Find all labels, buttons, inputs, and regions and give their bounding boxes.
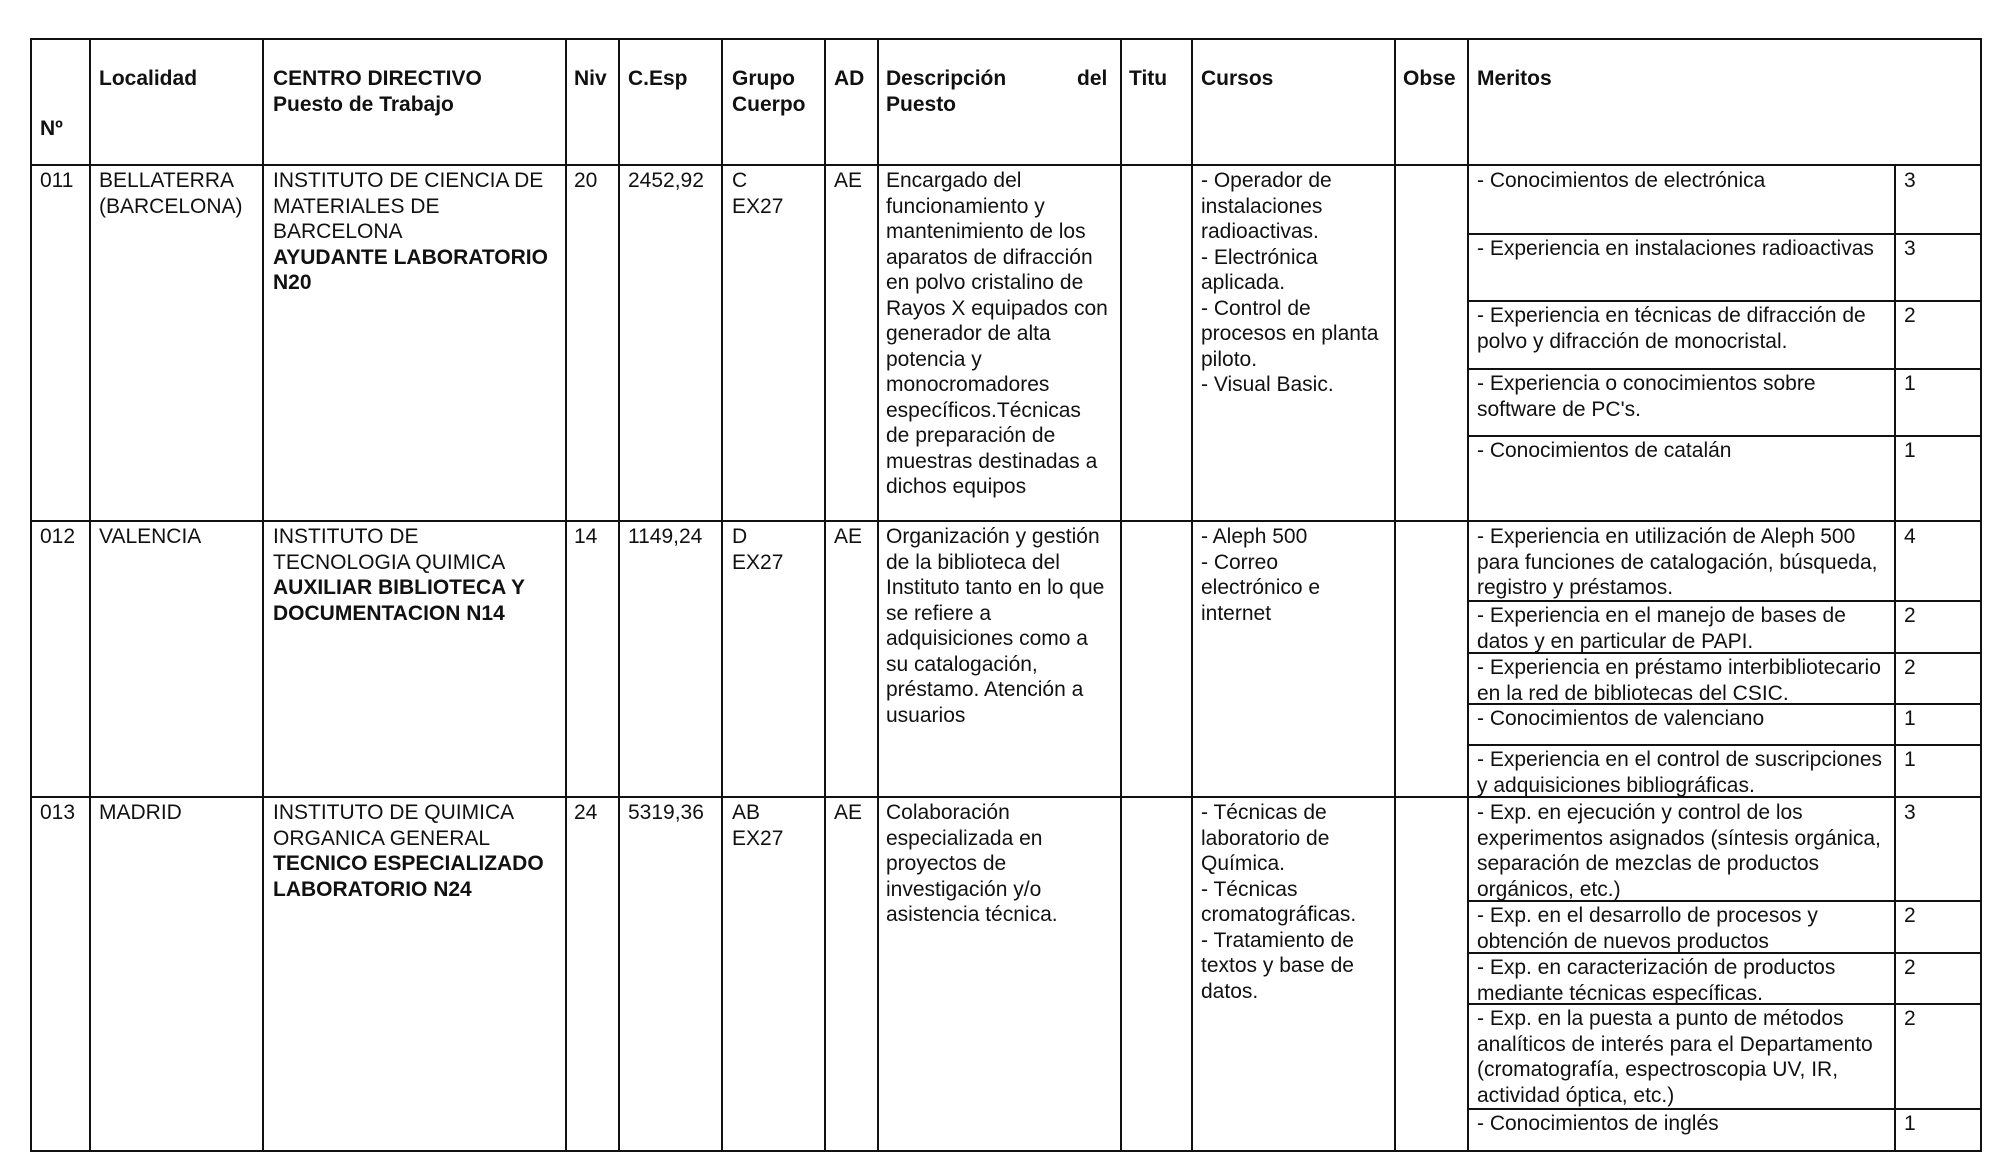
row-localidad: VALENCIA [99, 525, 202, 548]
row-ad: AE [834, 525, 863, 548]
row-centro-cell [273, 168, 548, 296]
row-cesp: 2452,92 [628, 169, 704, 192]
merito-text: - Experiencia en utilización de Aleph 500 para funciones de catalogación, búsqueda, registro y préstamos. [1477, 525, 1878, 599]
header-cesp: C.Esp [628, 67, 688, 90]
header-niv: Niv [574, 67, 607, 90]
merito-text: - Experiencia en técnicas de difracción de polvo y difracción de monocristal. [1477, 304, 1866, 353]
row-puesto: AYUDANTE LABORATORIO N20 [273, 245, 548, 294]
row-descripcion: Encargado del funcionamiento y mantenimiento de los aparatos de difracción en polvo cristalino de Rayos X equipados con generador de alta potencia y monocromadores específicos.Técnicas de preparación de muestras destinadas a dichos equipos [886, 169, 1108, 498]
header-num: Nº [40, 117, 63, 140]
merito-text: - Conocimientos de inglés [1477, 1112, 1719, 1135]
header-titu: Titu [1129, 67, 1168, 90]
col-line-cesp [618, 38, 620, 1152]
col-line-localidad [89, 38, 91, 1152]
merito-divider [1467, 233, 1982, 235]
row-centro-cell [273, 524, 525, 626]
header-desc-left: Descripción [886, 67, 1007, 90]
row-cursos: - Operador de instalaciones radioactivas. - Electrónica aplicada. - Control de procesos en planta piloto. - Visual Basic. [1201, 169, 1379, 396]
table-border-top [30, 38, 1982, 40]
table-border-bottom [30, 1150, 1982, 1152]
merito-text: - Conocimientos de valenciano [1477, 707, 1765, 730]
header-desc-right: del [1077, 67, 1108, 90]
merito-text: - Exp. en el desarrollo de procesos y obtención de nuevos productos [1477, 904, 1818, 953]
merito-score: 4 [1904, 525, 1916, 548]
merito-text: - Conocimientos de electrónica [1477, 169, 1766, 192]
row-ad: AE [834, 169, 863, 192]
row-centro: INSTITUTO DE CIENCIA DE MATERIALES DE BARCELONA [273, 169, 544, 243]
header-desc-line2: Puesto [886, 93, 957, 116]
row-grupo: AB EX27 [732, 801, 784, 850]
row-grupo: C EX27 [732, 169, 784, 218]
merito-score: 2 [1904, 956, 1916, 979]
row-niv: 20 [574, 169, 598, 192]
col-line-left [30, 38, 32, 1152]
header-localidad: Localidad [99, 67, 198, 90]
col-line-niv [565, 38, 567, 1152]
header-ad: AD [834, 67, 865, 90]
merito-text: - Exp. en ejecución y control de los experimentos asignados (síntesis orgánica, separación de mezclas de productos orgánicos, etc.) [1477, 801, 1881, 901]
row-localidad: MADRID [99, 801, 182, 824]
merito-text: - Experiencia o conocimientos sobre software de PC's. [1477, 372, 1816, 421]
row-cesp: 5319,36 [628, 801, 704, 824]
col-line-obse [1394, 38, 1396, 1152]
row-cesp: 1149,24 [628, 525, 703, 548]
merito-divider [1467, 744, 1982, 746]
merito-score: 2 [1904, 604, 1916, 627]
col-line-titu [1120, 38, 1122, 1152]
merito-text: - Experiencia en instalaciones radioactivas [1477, 237, 1874, 260]
merito-text: - Experiencia en el control de suscripciones y adquisiciones bibliográficas. [1477, 748, 1883, 797]
merito-score: 3 [1904, 801, 1916, 824]
row-number: 013 [40, 801, 76, 824]
row-cursos: - Aleph 500 - Correo electrónico e internet [1201, 525, 1321, 625]
row-ad: AE [834, 801, 863, 824]
header-bottom-rule [30, 164, 1982, 166]
col-line-right [1980, 38, 1982, 1152]
merito-divider [1467, 1108, 1982, 1110]
col-line-cursos [1191, 38, 1193, 1152]
merito-divider [1467, 435, 1982, 437]
merito-score: 1 [1904, 748, 1916, 771]
row-cursos: - Técnicas de laboratorio de Química. - Técnicas cromatográficas. - Tratamiento de textos y base de datos. [1201, 801, 1357, 1003]
merito-score: 1 [1904, 1112, 1916, 1135]
row-localidad: BELLATERRA (BARCELONA) [99, 169, 243, 218]
merito-score: 2 [1904, 304, 1916, 327]
row-niv: 14 [574, 525, 598, 548]
col-line-grupo [721, 38, 723, 1152]
merito-divider [1467, 368, 1982, 370]
row-centro: INSTITUTO DE QUIMICA ORGANICA GENERAL [273, 801, 515, 850]
merito-score: 2 [1904, 1007, 1916, 1030]
merito-text: - Experiencia en el manejo de bases de datos y en particular de PAPI. [1477, 604, 1846, 653]
merito-score: 1 [1904, 372, 1916, 395]
row-descripcion: Colaboración especializada en proyectos de investigación y/o asistencia técnica. [886, 801, 1058, 926]
header-grupo: Grupo Cuerpo [732, 67, 806, 116]
row-centro-cell [273, 800, 544, 902]
merito-score: 3 [1904, 169, 1916, 192]
row-number: 011 [40, 169, 74, 192]
row-puesto: TECNICO ESPECIALIZADO LABORATORIO N24 [273, 852, 544, 901]
row-divider-1 [30, 520, 1982, 522]
row-grupo: D EX27 [732, 525, 784, 574]
header-centro: CENTRO DIRECTIVO Puesto de Trabajo [273, 67, 482, 116]
col-line-ad [824, 38, 826, 1152]
row-niv: 24 [574, 801, 598, 824]
row-centro: INSTITUTO DE TECNOLOGIA QUIMICA [273, 525, 506, 574]
merito-text: - Exp. en la puesta a punto de métodos analíticos de interés para el Departamento (cromatografía, espectroscopia UV, IR, actividad óptica, etc.) [1477, 1007, 1873, 1107]
merito-text: - Exp. en caracterización de productos mediante técnicas específicas. [1477, 956, 1836, 1005]
header-cursos: Cursos [1201, 67, 1274, 90]
row-descripcion: Organización y gestión de la biblioteca del Instituto tanto en lo que se refiere a adquisiciones como a su catalogación, préstamo. Atención a usuarios [886, 525, 1105, 727]
col-line-meritos [1467, 38, 1469, 1152]
col-line-desc [877, 38, 879, 1152]
row-puesto: AUXILIAR BIBLIOTECA Y DOCUMENTACION N14 [273, 576, 526, 625]
merito-score: 1 [1904, 439, 1916, 462]
merito-score: 2 [1904, 904, 1916, 927]
col-line-centro [262, 38, 264, 1152]
merito-text: - Conocimientos de catalán [1477, 439, 1732, 462]
merito-text: - Experiencia en préstamo interbibliotecario en la red de bibliotecas del CSIC. [1477, 656, 1881, 705]
header-meritos: Meritos [1477, 67, 1552, 90]
merito-score: 3 [1904, 237, 1916, 260]
row-number: 012 [40, 525, 76, 548]
merito-score: 2 [1904, 656, 1916, 679]
header-obse: Obse [1403, 67, 1456, 90]
merito-score: 1 [1904, 707, 1916, 730]
merito-divider [1467, 300, 1982, 302]
